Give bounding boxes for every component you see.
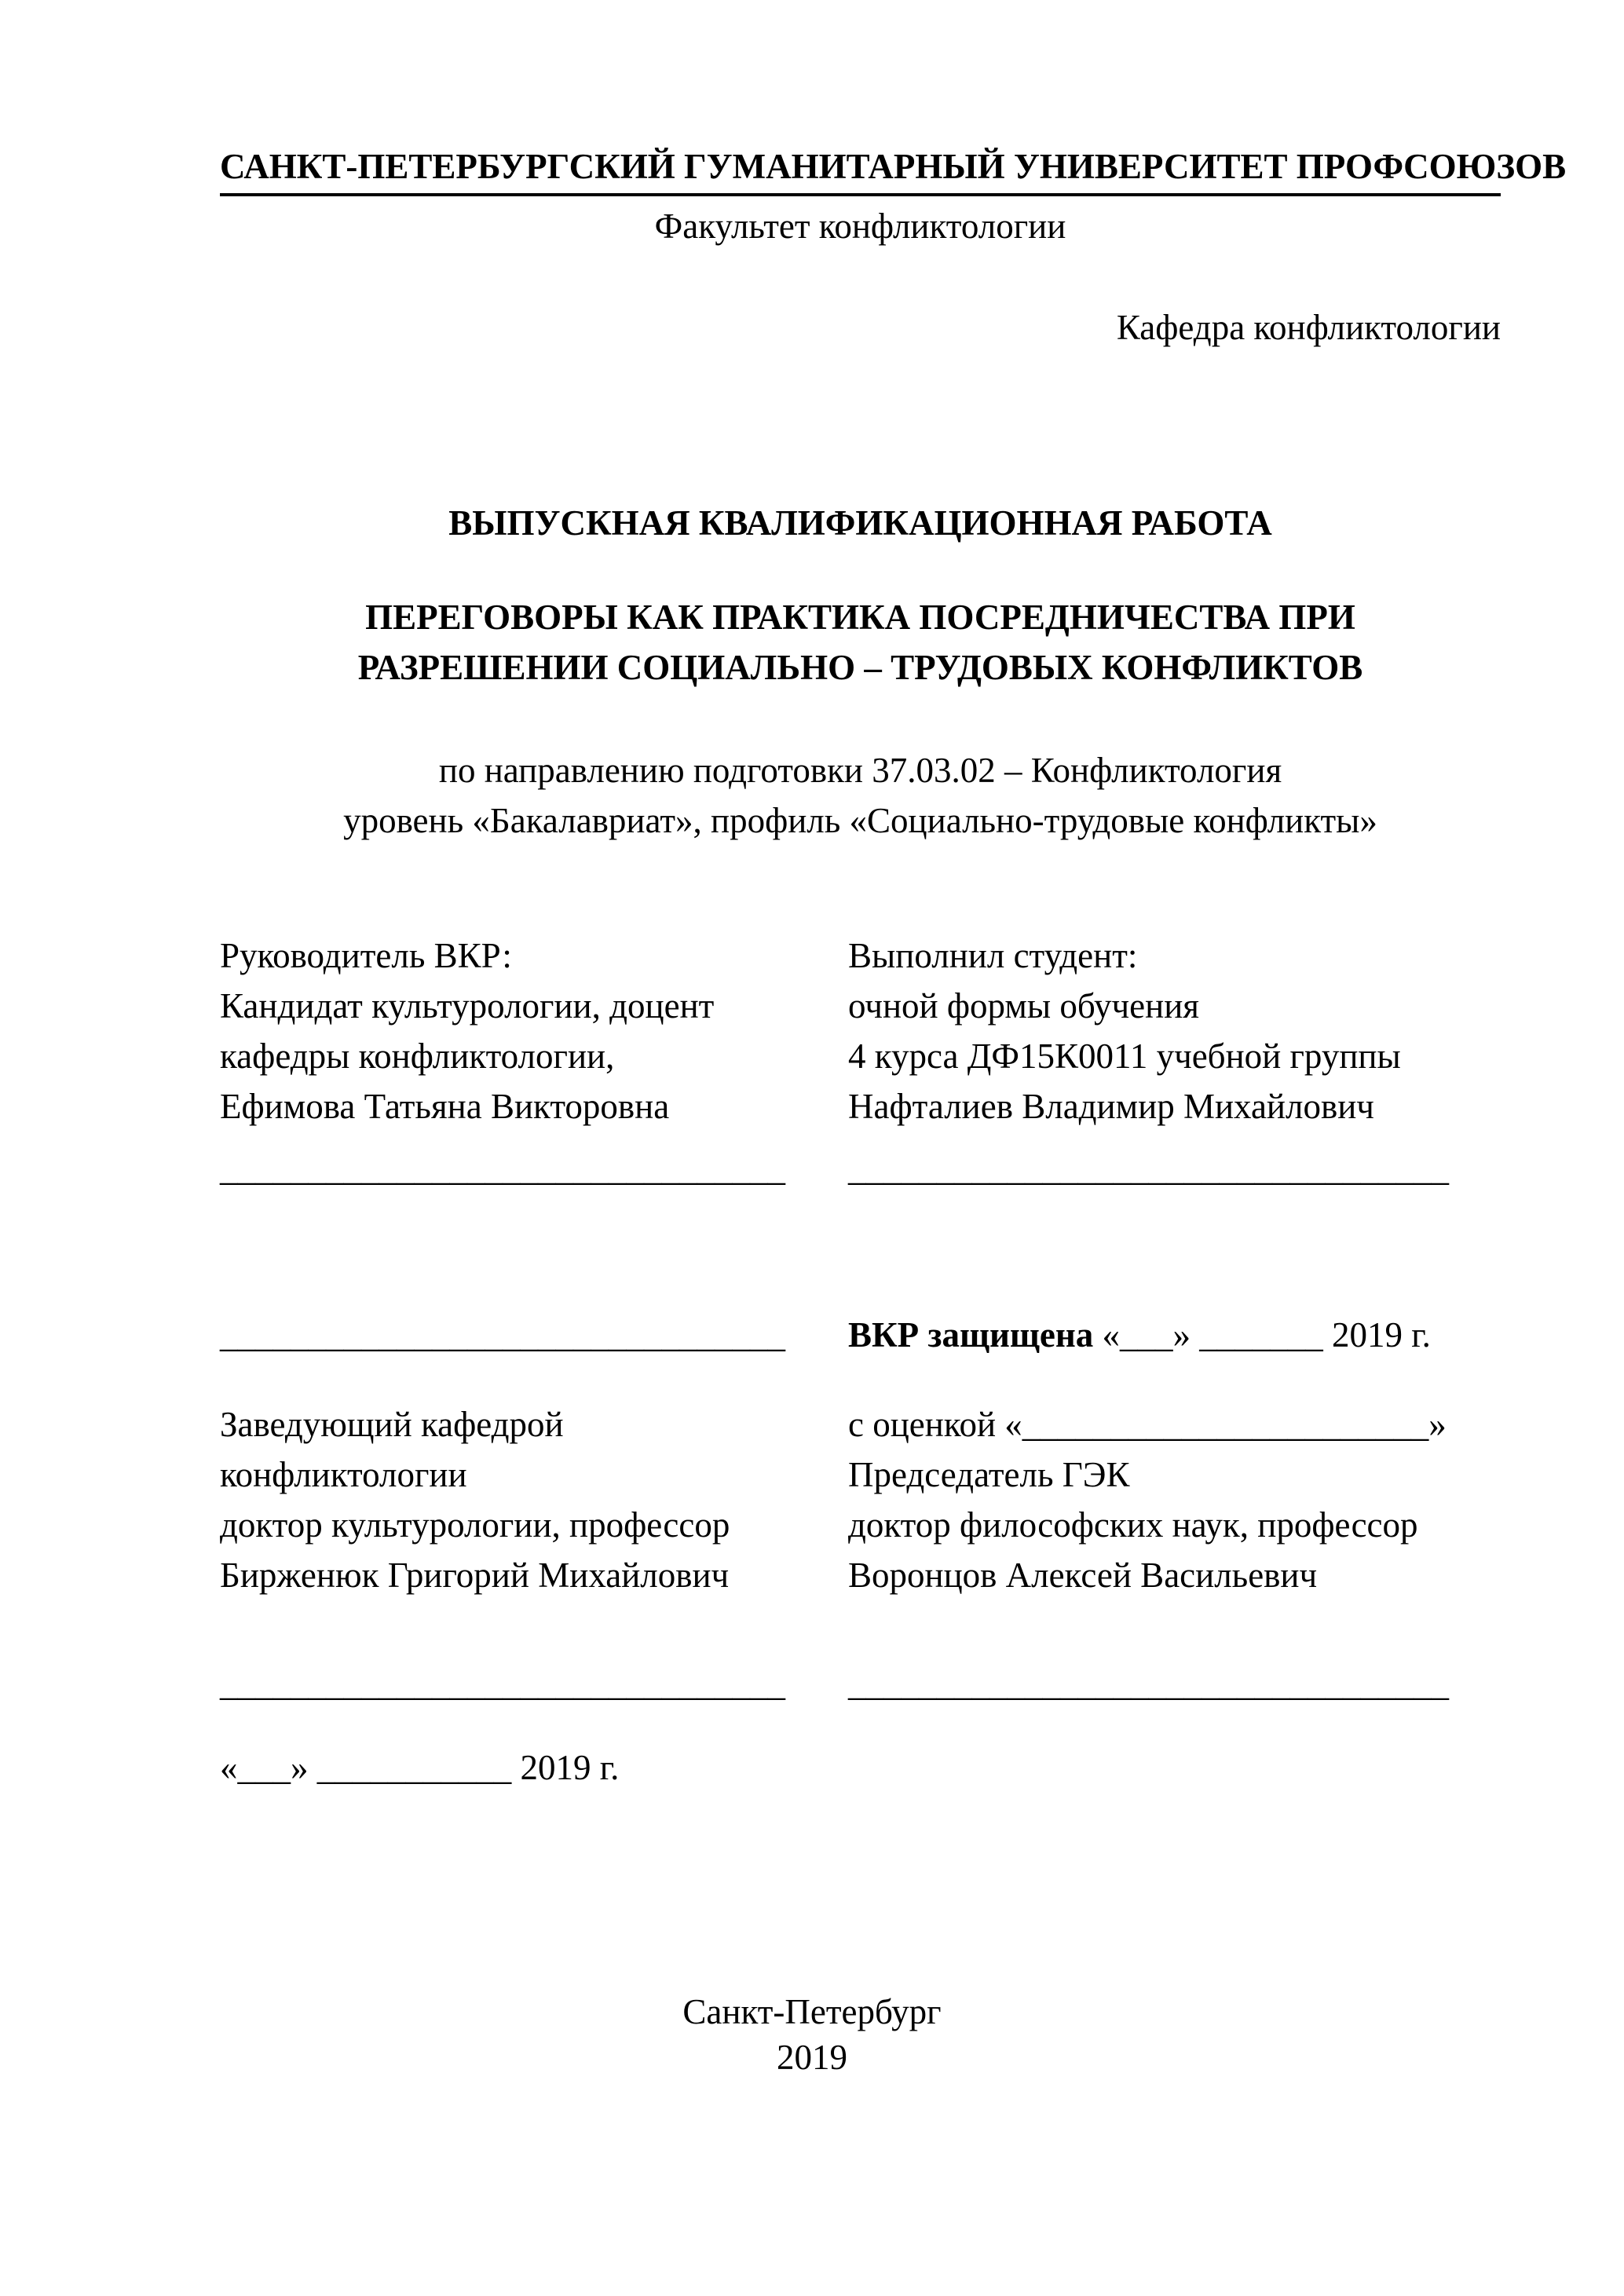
chairman-degree: доктор философских наук, профессор <box>848 1505 1418 1545</box>
work-type-heading: ВЫПУСКНАЯ КВАЛИФИКАЦИОННАЯ РАБОТА <box>448 503 1272 543</box>
student-signature-line: __________________________________ <box>848 1149 1449 1188</box>
student-column <box>848 930 1501 1194</box>
head-title-line2: конфликтологии <box>220 1455 467 1494</box>
student-name: Нафталиев Владимир Михайлович <box>848 1087 1374 1126</box>
program-line: по направлению подготовки 37.03.02 – Конфликтология <box>438 751 1282 790</box>
head-name: Бирженюк Григорий Михайлович <box>220 1556 730 1595</box>
chairman-name: Воронцов Алексей Васильевич <box>848 1556 1318 1595</box>
footer-year: 2019 <box>777 2038 847 2077</box>
faculty-name: Факультет конфликтологии <box>654 207 1066 246</box>
head-degree: доктор культурологии, профессор <box>220 1505 730 1545</box>
student-label: Выполнил студент: <box>848 936 1138 975</box>
supervisor-signature-line: ________________________________ <box>220 1149 785 1188</box>
university-name: САНКТ-ПЕТЕРБУРГСКИЙ ГУМАНИТАРНЫЙ УНИВЕРСИТЕТ ПРОФСОЮЗОВ <box>220 141 1501 196</box>
grade-line: с оценкой «_______________________» <box>848 1405 1447 1444</box>
supervisor-department: кафедры конфликтологии, <box>220 1036 615 1076</box>
head-title-line1: Заведующий кафедрой <box>220 1405 564 1444</box>
program-block <box>220 745 1501 846</box>
chairman-label: Председатель ГЭК <box>848 1455 1130 1494</box>
supervisor-degree: Кандидат культурологии, доцент <box>220 986 715 1026</box>
student-group: 4 курса ДФ15К0011 учебной группы <box>848 1036 1401 1076</box>
level-line: уровень «Бакалавриат», профиль «Социально-трудовые конфликты» <box>343 801 1377 840</box>
defense-line <box>848 1310 1501 1360</box>
defense-date-blanks: «___» _______ 2019 г. <box>1093 1315 1431 1355</box>
chairman-signature-line: __________________________________ <box>848 1664 1449 1703</box>
thesis-title-line1: ПЕРЕГОВОРЫ КАК ПРАКТИКА ПОСРЕДНИЧЕСТВА ПРИ <box>365 598 1355 637</box>
defense-label: ВКР защищена <box>848 1315 1094 1355</box>
supervisor-label: Руководитель ВКР: <box>220 936 512 975</box>
thesis-title-line2: РАЗРЕШЕНИИ СОЦИАЛЬНО – ТРУДОВЫХ КОНФЛИКТОВ <box>357 648 1363 687</box>
head-of-department-column <box>220 1310 848 1793</box>
head-signature-line: ________________________________ <box>220 1664 785 1703</box>
signatures-block-2 <box>220 1310 1501 1793</box>
footer-city: Санкт-Петербург <box>682 1992 942 2031</box>
head-signature-line-top: ________________________________ <box>220 1315 785 1355</box>
defense-column <box>848 1310 1501 1793</box>
student-study-form: очной формы обучения <box>848 986 1199 1026</box>
thesis-title <box>220 592 1501 693</box>
signatures-block-1 <box>220 930 1501 1194</box>
supervisor-column <box>220 930 848 1194</box>
footer <box>0 1989 1624 2080</box>
supervisor-name: Ефимова Татьяна Викторовна <box>220 1087 670 1126</box>
department-name: Кафедра конфликтологии <box>1116 308 1501 347</box>
head-date-line: «___» ___________ 2019 г. <box>220 1748 620 1787</box>
